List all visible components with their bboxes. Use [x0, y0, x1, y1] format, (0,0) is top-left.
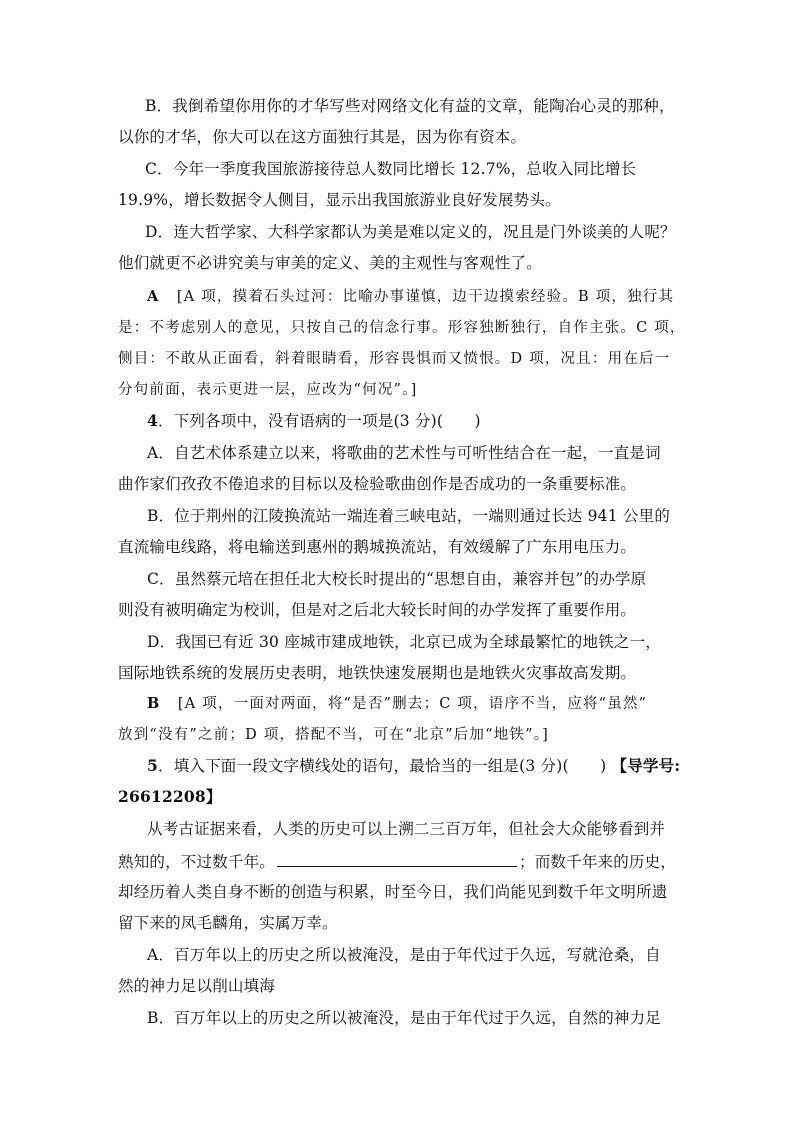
q3-answer-line2: 是：不考虑别人的意见，只按自己的信念行事。形容独断独行，自作主张。C 项， — [118, 320, 686, 336]
q5-passage-line2a: 熟知的，不过数千年。 — [118, 853, 276, 871]
q4-option-b-line1: B．位于荆州的江陵换流站一端连着三峡电站，一端则通过长达 941 公里的 — [147, 507, 671, 525]
q4-answer-letter: B — [147, 695, 161, 712]
q4-answer-line2: 放到“没有”之前；D 项，搭配不当，可在“北京”后加“地铁”。] — [118, 727, 550, 743]
q5-passage-line3: 却经历着人类自身不断的创造与积累，时至今日，我们尚能见到数千年文明所遗 — [118, 883, 668, 901]
q5-answer-blank — [277, 850, 517, 867]
q3-option-d-line2: 他们就更不必讲究美与审美的定义、美的主观性与客观性了。 — [118, 254, 542, 272]
q5-passage-line1: 从考古证据来看，人类的历史可以上溯二三百万年，但社会大众能够看到并 — [147, 820, 666, 838]
q5-stem-text: ．填入下面一段文字横线处的语句，最恰当的一组是(3 分)( ) — [158, 757, 607, 775]
q5-option-a-line1: A．百万年以上的历史之所以被淹没，是由于年代过于久远，写就沧桑，自 — [147, 946, 661, 964]
q4-option-a-line2: 曲作家们孜孜不倦追求的目标以及检验歌曲创作是否成功的一条重要标准。 — [118, 475, 637, 493]
q3-option-d-line1: D．连大哲学家、大科学家都认为美是难以定义的，况且是门外谈美的人呢？ — [145, 223, 676, 241]
q4-option-c-line2: 则没有被明确定为校训，但是对之后北大较长时间的办学发挥了重要作用。 — [118, 601, 637, 619]
q4-option-d-line2: 国际地铁系统的发展历史表明，地铁快速发展期也是地铁火灾事故高发期。 — [118, 664, 637, 682]
q3-option-b-line2: 以你的才华，你大可以在这方面独行其是，因为你有资本。 — [118, 128, 527, 146]
q5-number: 5 — [147, 756, 158, 775]
q3-answer-line4: 分句前面，表示更进一层，应改为“何况”。] — [118, 382, 418, 398]
q3-answer-letter: A — [147, 288, 160, 305]
q4-option-b-line2: 直流输电线路，将电输送到惠州的鹅城换流站，有效缓解了广东用电压力。 — [118, 538, 637, 556]
q3-answer-line3: 侧目：不敢从正面看，斜着眼睛看，形容畏惧而又愤恨。D 项，况且：用在后一 — [118, 351, 671, 367]
q5-passage-line2 — [118, 850, 676, 872]
q5-tag: 【导学号: — [611, 756, 681, 775]
q4-stem — [147, 411, 481, 431]
q3-answer-line1 — [147, 287, 674, 307]
q3-option-c-line2: 19.9%，增长数据令人侧目，显示出我国旅游业良好发展势头。 — [118, 191, 561, 209]
q5-passage-line4: 留下来的凤毛麟角，实属万幸。 — [118, 914, 338, 932]
q3-answer-text-1: [A 项，摸着石头过河：比喻办事谨慎，边干边摸索经验。B 项，独行其 — [176, 289, 675, 305]
q3-option-b-line1: B．我倒希望你用你的才华写些对网络文化有益的文章，能陶冶心灵的那种， — [145, 97, 675, 115]
q4-answer-text-1: [A 项，一面对两面，将“是否”删去；C 项，语序不当，应将“虽然” — [177, 696, 648, 712]
q5-option-b-line1: B．百万年以上的历史之所以被淹没，是由于年代过于久远，自然的神力足 — [147, 1009, 661, 1027]
q4-option-d-line1: D．我国已有近 30 座城市建成地铁，北京已成为全球最繁忙的地铁之一， — [147, 633, 662, 651]
q4-option-c-line1: C．虽然蔡元培在担任北大校长时提出的“思想自由，兼容并包”的办学原 — [147, 570, 647, 588]
q5-option-a-line2: 然的神力足以削山填海 — [118, 977, 276, 995]
q4-stem-text: ．下列各项中，没有语病的一项是(3 分)( ) — [158, 412, 481, 430]
q5-passage-line2b: ；而数千年来的历史， — [519, 853, 677, 871]
q5-tag-id: 26612208】 — [118, 787, 222, 806]
q5-stem — [147, 756, 680, 776]
q4-option-a-line1: A．自艺术体系建立以来，将歌曲的艺术性与可听性结合在一起，一直是词 — [147, 444, 661, 462]
q4-answer-line1 — [147, 694, 647, 714]
q4-number: 4 — [147, 411, 158, 430]
q3-option-c-line1: C．今年一季度我国旅游接待总人数同比增长 12.7%，总收入同比增长 — [145, 160, 637, 178]
